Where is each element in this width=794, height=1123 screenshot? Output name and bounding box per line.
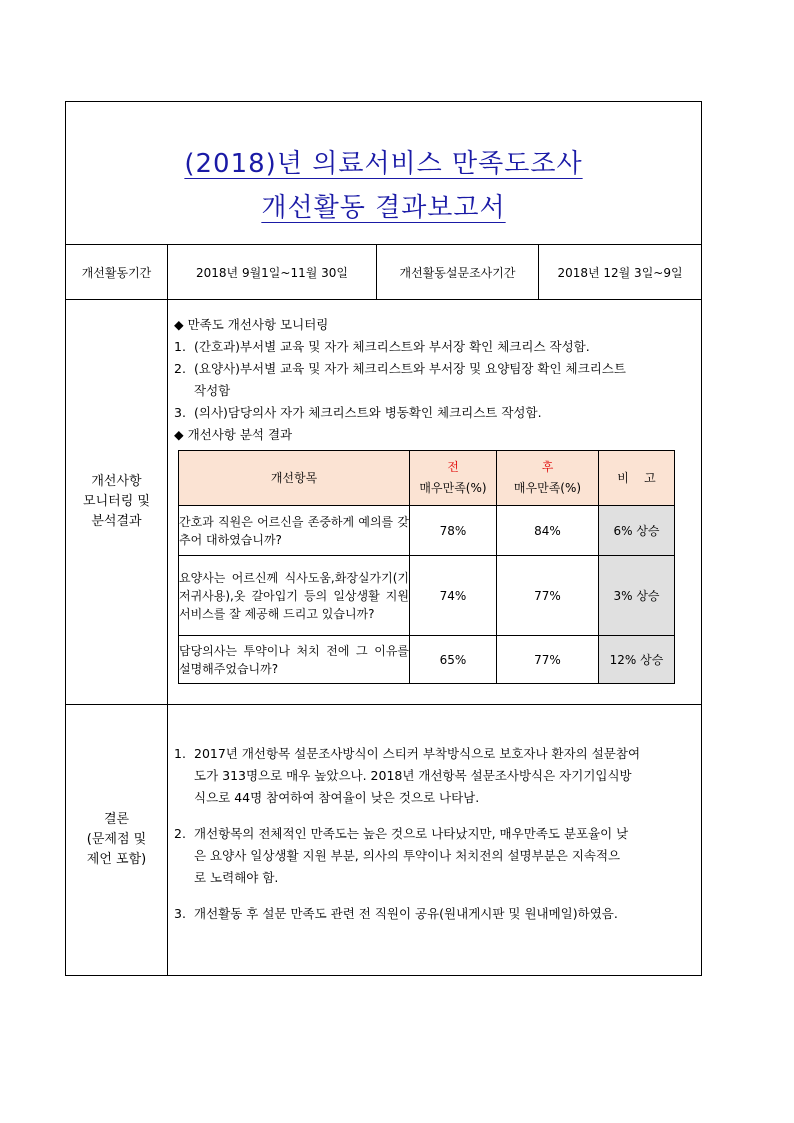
header-item: 개선항목 [179, 451, 410, 506]
table-row [179, 636, 675, 684]
table-row [179, 506, 675, 556]
analysis-table [178, 450, 675, 684]
header-after-top: 후 [541, 460, 554, 474]
header-before-label: 매우만족(%) [419, 481, 487, 495]
table-row [179, 556, 675, 636]
report-title-line2: 개선활동 결과보고서 [261, 193, 506, 223]
row-note: 12% 상승 [599, 636, 675, 684]
item-text: (요양사)부서별 교육 및 자가 체크리스트와 부서장 및 요양팀장 확인 체크리스트 [194, 361, 626, 376]
monitoring-item [174, 402, 695, 424]
conclusion-label-line: 제언 포함) [86, 852, 147, 867]
item-text: (간호과)부서별 교육 및 자가 체크리스트와 부서장 확인 체크리스 작성함. [194, 339, 590, 354]
report-table [65, 101, 702, 976]
conclusion-paragraph [174, 823, 695, 889]
item-number: 2. [174, 361, 186, 376]
paragraph-text: 개선항목의 전체적인 만족도는 높은 것으로 나타났지만, 매우만족도 분포율이 낮 [194, 826, 629, 841]
paragraph-number: 1. [174, 746, 186, 761]
header-before [410, 451, 497, 506]
header-after [497, 451, 599, 506]
conclusion-paragraph [174, 743, 695, 809]
row-before: 65% [410, 636, 497, 684]
paragraph-text: 은 요양사 일상생활 지원 부분, 의사의 투약이나 처치전의 설명부분은 지속적으 [194, 848, 621, 863]
header-before-top: 전 [447, 460, 459, 474]
monitoring-heading: ◆ 만족도 개선사항 모니터링 [174, 317, 329, 332]
monitoring-label-line: 개선사항 [91, 474, 142, 489]
row-note: 3% 상승 [599, 556, 675, 636]
row-after: 84% [497, 506, 599, 556]
header-after-label: 매우만족(%) [513, 481, 582, 495]
monitoring-label-line: 모니터링 및 [83, 494, 150, 509]
row-after: 77% [497, 636, 599, 684]
paragraph-text: 도가 313명으로 매우 높았으나. 2018년 개선항목 설문조사방식은 자기기입식방 [194, 768, 632, 783]
monitoring-item-cont: 작성함 [194, 383, 231, 398]
monitoring-label-line: 분석결과 [91, 514, 142, 529]
survey-period-value: 2018년 12월 3일~9일 [539, 245, 702, 300]
row-before: 78% [410, 506, 497, 556]
paragraph-text: 식으로 44명 참여하여 참여율이 낮은 것으로 나타남. [194, 790, 480, 805]
row-item: 간호과 직원은 어르신을 존중하게 예의를 갖추어 대하였습니까? [179, 506, 410, 556]
paragraph-number: 2. [174, 826, 186, 841]
conclusion-label-line: (문제점 및 [86, 832, 147, 847]
monitoring-item [174, 358, 695, 380]
paragraph-number: 3. [174, 906, 186, 921]
row-note: 6% 상승 [599, 506, 675, 556]
item-number: 3. [174, 405, 186, 420]
row-item: 담당의사는 투약이나 처치 전에 그 이유를 설명해주었습니까? [179, 636, 410, 684]
monitoring-item [174, 336, 695, 358]
paragraph-text: 2017년 개선항목 설문조사방식이 스티커 부착방식으로 보호자나 환자의 설문참여 [194, 746, 641, 761]
title-cell [66, 102, 702, 245]
item-text: (의사)담당의사 자가 체크리스트와 병동확인 체크리스트 작성함. [194, 405, 542, 420]
row-item: 요양사는 어르신께 식사도움,화장실가기(기저귀사용),옷 갈아입기 등의 일상생활 지원서비스를 잘 제공해 드리고 있습니까? [179, 556, 410, 636]
paragraph-text: 로 노력해야 함. [194, 870, 279, 885]
conclusion-paragraph [174, 903, 695, 925]
item-number: 1. [174, 339, 186, 354]
row-before: 74% [410, 556, 497, 636]
survey-period-label: 개선활동설문조사기간 [377, 245, 539, 300]
analysis-heading: ◆ 개선사항 분석 결과 [174, 427, 293, 442]
report-title-line1: (2018)년 의료서비스 만족도조사 [184, 149, 583, 179]
activity-period-label: 개선활동기간 [66, 245, 168, 300]
conclusion-content [168, 705, 702, 976]
conclusion-label-line: 결론 [103, 812, 130, 827]
row-after: 77% [497, 556, 599, 636]
paragraph-text: 개선활동 후 설문 만족도 관련 전 직원이 공유(원내게시판 및 원내메일)하였음. [194, 906, 618, 921]
monitoring-label [66, 300, 168, 705]
activity-period-value: 2018년 9월1일~11월 30일 [168, 245, 377, 300]
conclusion-label [66, 705, 168, 976]
monitoring-content [168, 300, 702, 705]
report-frame [65, 101, 701, 978]
header-note: 비 고 [599, 451, 675, 506]
